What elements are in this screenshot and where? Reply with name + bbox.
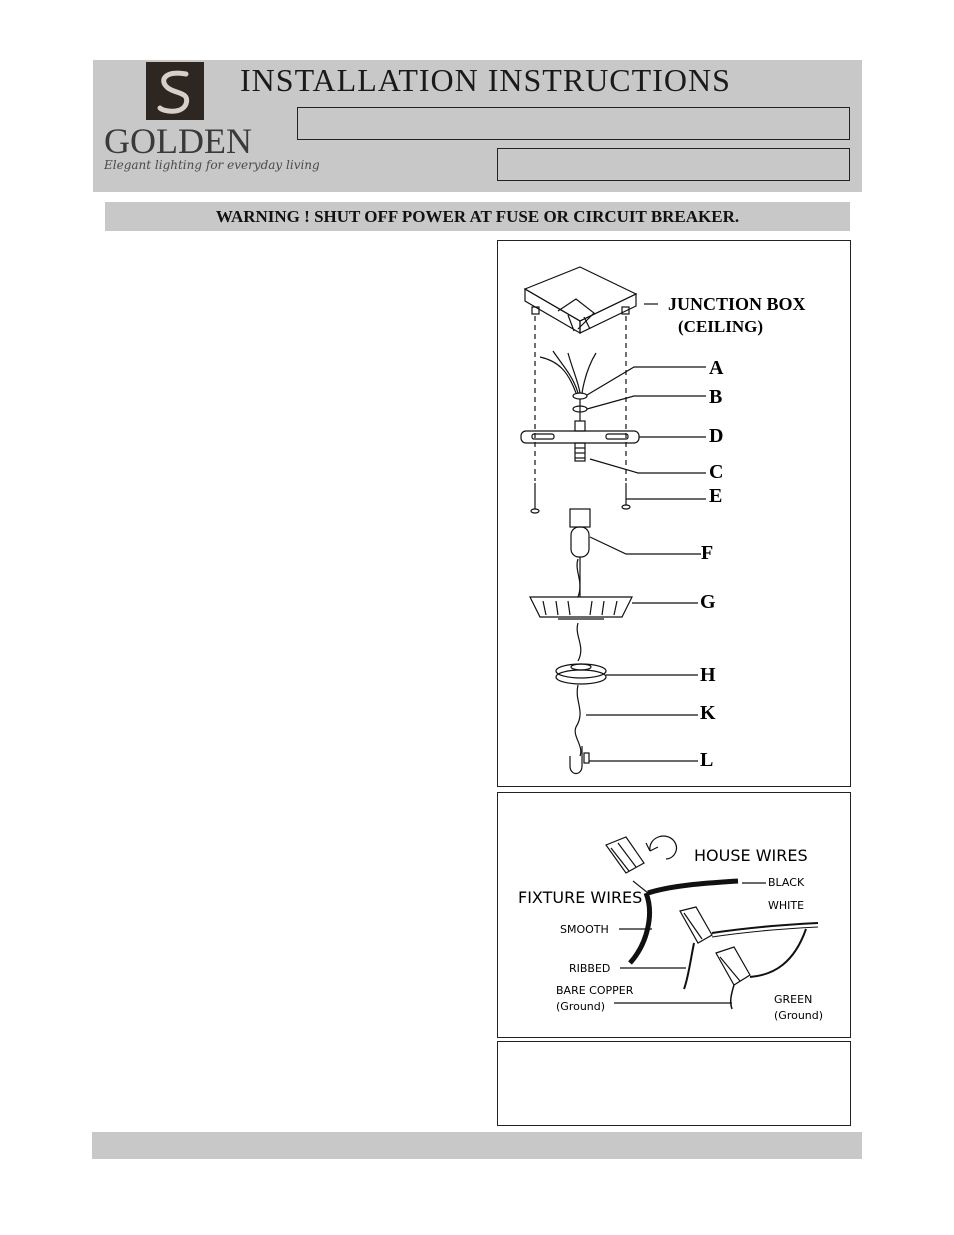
green-wire-label: GREEN [774, 993, 813, 1006]
footer-band [92, 1132, 862, 1159]
mounting-diagram [498, 241, 850, 786]
item-field-box [497, 148, 850, 181]
twist-arrow-icon [650, 836, 677, 859]
mounting-diagram-panel [497, 240, 851, 787]
warning-banner: WARNING ! SHUT OFF POWER AT FUSE OR CIRCUIT BREAKER. [105, 202, 850, 231]
ribbed-wire-label: RIBBED [569, 962, 611, 975]
part-label-l: L [700, 749, 714, 771]
part-label-a: A [709, 357, 724, 379]
smooth-wire-label: SMOOTH [560, 923, 609, 936]
brand-tagline: Elegant lighting for everyday living [104, 158, 320, 172]
black-wire-label: BLACK [768, 876, 805, 889]
part-label-f: F [701, 542, 714, 564]
brand-name: GOLDEN [104, 121, 252, 161]
part-label-e: E [709, 485, 723, 507]
model-field-box [297, 107, 850, 140]
white-wire-label: WHITE [768, 899, 805, 912]
wire-nut-icon [606, 837, 644, 873]
bare-copper-sublabel: (Ground) [556, 1000, 606, 1013]
note-box [497, 1041, 851, 1126]
page-title: INSTALLATION INSTRUCTIONS [240, 62, 731, 98]
fixture-wires-label: FIXTURE WIRES [518, 888, 643, 907]
part-label-g: G [700, 591, 716, 613]
part-label-k: K [700, 702, 716, 724]
part-label-d: D [709, 425, 724, 447]
junction-box-label: JUNCTION BOX [668, 294, 806, 314]
part-label-b: B [709, 386, 723, 408]
junction-box-sublabel: (CEILING) [678, 317, 764, 336]
bare-copper-label: BARE COPPER [556, 984, 634, 997]
wiring-diagram-panel [497, 792, 851, 1038]
logo-mark-icon [146, 62, 204, 120]
house-wires-label: HOUSE WIRES [694, 846, 808, 865]
green-wire-sublabel: (Ground) [774, 1009, 824, 1022]
part-label-c: C [709, 461, 724, 483]
part-label-h: H [700, 664, 716, 686]
wiring-diagram [498, 793, 850, 1037]
junction-box-icon [525, 267, 636, 333]
